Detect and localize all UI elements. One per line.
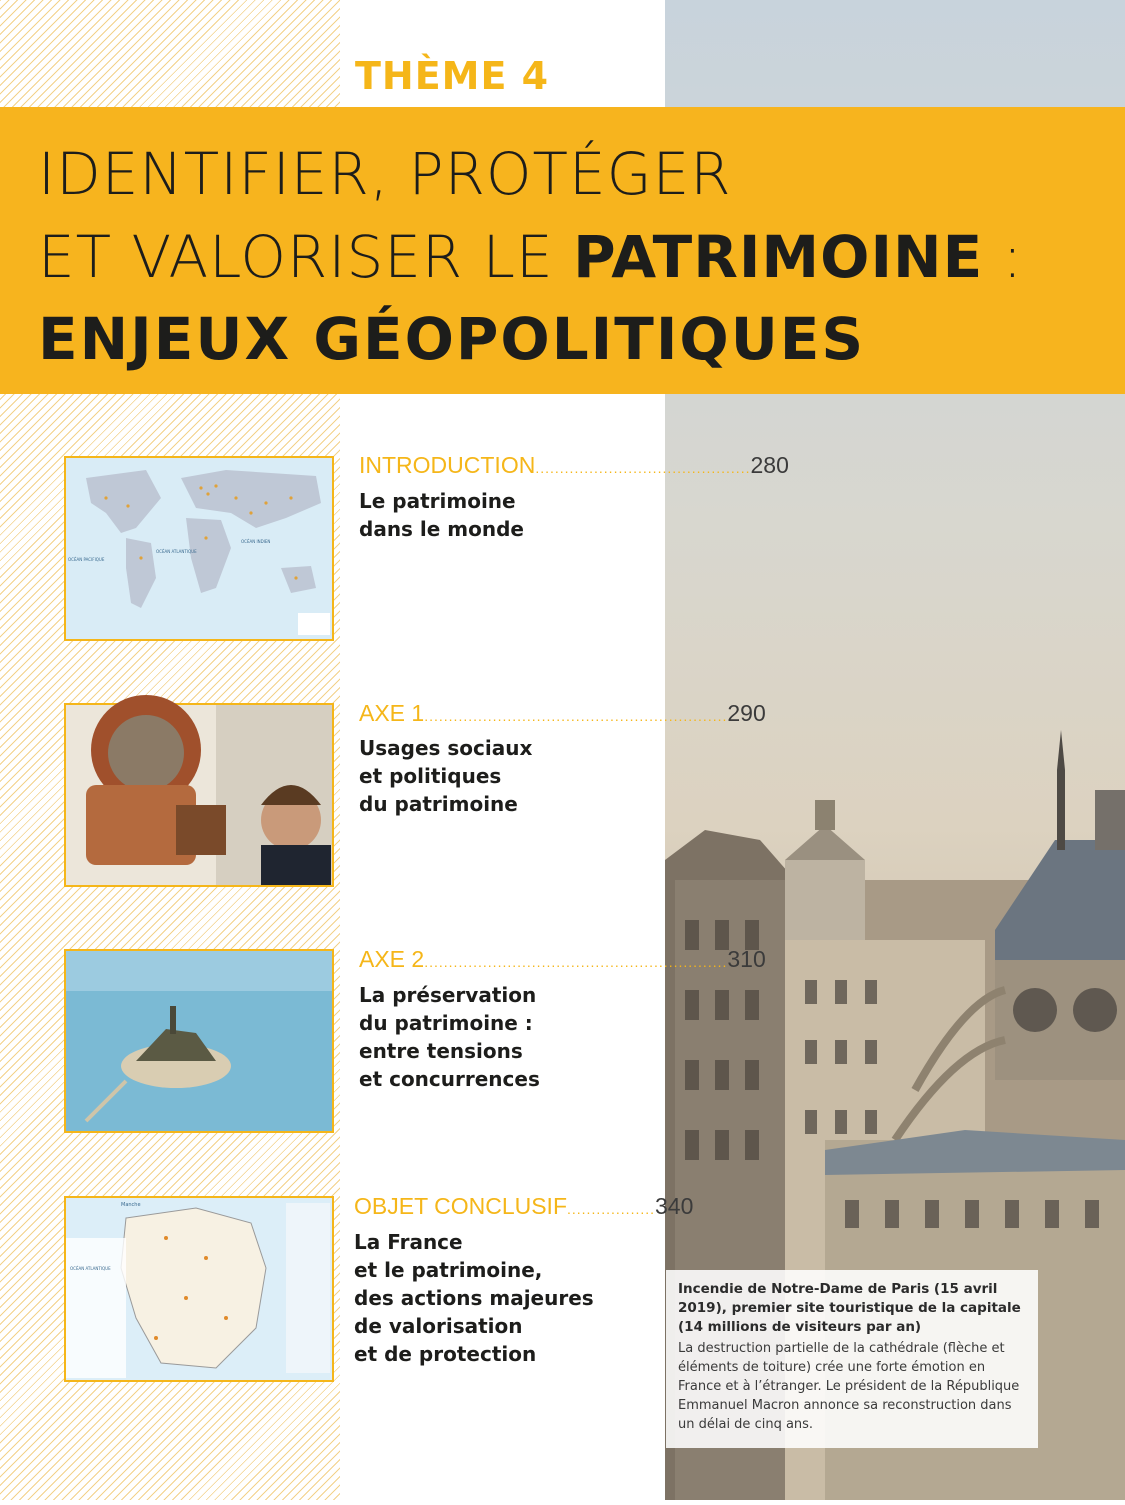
toc-entry-label: AXE 1 <box>359 700 425 726</box>
photo-caption <box>666 1270 1038 1448</box>
toc-page-number: 280 <box>750 452 789 478</box>
toc-page-number: 290 <box>727 700 766 726</box>
caption-body: La destruction partielle de la cathédrale (flèche et éléments de toiture) crée une forte émotion en France et à l’étranger. Le président de la République Emmanuel Macron annonce sa reconstruction dans un délai de cinq ans. <box>678 1341 1020 1432</box>
title-line-3: ENJEUX GÉOPOLITIQUES <box>38 305 866 373</box>
title-line-2 <box>38 223 1023 291</box>
leader-dots: .................. <box>567 1201 656 1217</box>
toc-entry-title: La France et le patrimoine, des actions majeures de valorisation et de protection <box>354 1230 594 1366</box>
toc-page-number: 310 <box>727 946 766 972</box>
toc-entry-label: INTRODUCTION <box>359 452 536 478</box>
toc-page-number: 340 <box>655 1193 694 1219</box>
toc-entry-introduction[interactable] <box>359 452 789 479</box>
toc-entry-title: Le patrimoine dans le monde <box>359 489 524 541</box>
title-line-2-bold: PATRIMOINE <box>573 223 984 291</box>
title-line-1: IDENTIFIER, PROTÉGER <box>38 140 732 208</box>
map-label-atlantic: OCÉAN ATLANTIQUE <box>156 549 197 554</box>
france-map-thumbnail <box>64 1196 334 1382</box>
mont-saint-michel-thumbnail <box>64 949 334 1133</box>
caption-title: Incendie de Notre-Dame de Paris (15 avril 2019), premier site touristique de la capitale (14 millions de visiteurs par an) <box>678 1281 1021 1335</box>
toc-entry-axe-2[interactable] <box>359 946 766 973</box>
map-label-pacific: OCÉAN PACIFIQUE <box>68 557 105 562</box>
title-line-2-end: : <box>983 223 1024 291</box>
map-label-france-atlantic: OCÉAN ATLANTIQUE <box>70 1266 111 1271</box>
mask-photo-thumbnail <box>64 703 334 887</box>
toc-entry-objet-conclusif[interactable] <box>354 1193 694 1220</box>
title-line-2-start: ET VALORISER LE <box>38 223 574 291</box>
toc-entry-title: La préservation du patrimoine : entre tensions et concurrences <box>359 983 540 1091</box>
theme-label: THÈME 4 <box>355 54 550 98</box>
toc-entry-label: OBJET CONCLUSIF <box>354 1193 567 1219</box>
leader-dots: .............................................................. <box>424 954 728 970</box>
leader-dots: .............................................................. <box>424 708 728 724</box>
world-map-thumbnail <box>64 456 334 641</box>
map-label-manche: Manche <box>121 1202 141 1208</box>
toc-entry-axe-1[interactable] <box>359 700 766 727</box>
toc-entry-label: AXE 2 <box>359 946 425 972</box>
map-label-indian: OCÉAN INDIEN <box>241 539 271 544</box>
toc-entry-title: Usages sociaux et politiques du patrimoine <box>359 736 533 816</box>
leader-dots: ............................................ <box>535 460 751 476</box>
